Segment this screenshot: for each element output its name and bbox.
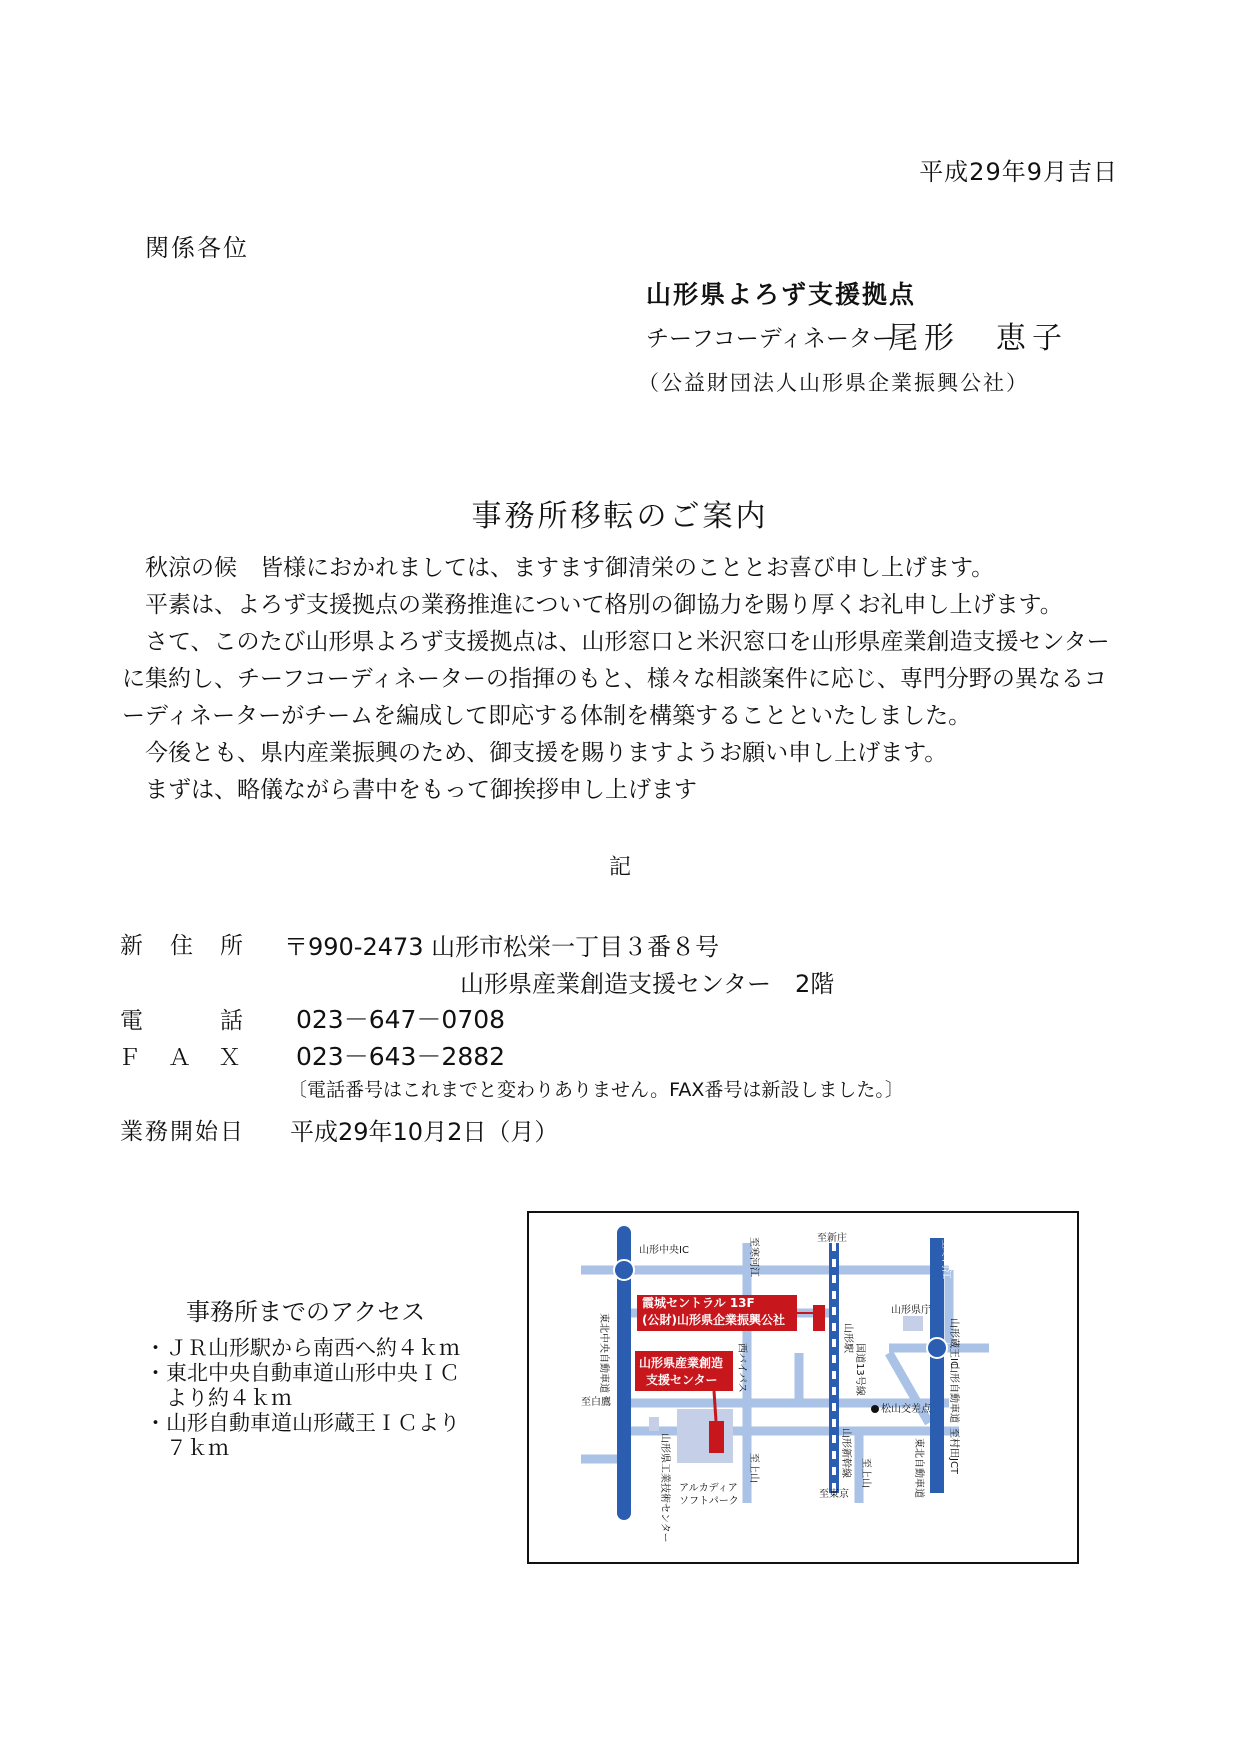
access-item: ７ｋｍ — [145, 1436, 229, 1460]
sender-title: チーフコーディネーター — [646, 326, 895, 352]
kogyo-center-block — [649, 1417, 659, 1431]
map-label: ソフトパーク — [679, 1496, 739, 1507]
access-map-svg — [529, 1213, 1077, 1562]
map-label: 松山交差点 — [881, 1404, 931, 1415]
map-label: 至寒河江 — [748, 1237, 759, 1277]
map-label: 山形自動車道 — [948, 1363, 959, 1423]
map-label: 山形中央IC — [639, 1245, 689, 1256]
matsuyama-marker — [871, 1405, 879, 1413]
map-label: 山形蔵王IC — [948, 1318, 959, 1368]
letter-body — [122, 550, 1122, 809]
map-label: 山形新幹線 — [840, 1428, 851, 1478]
phone-note: 〔電話番号はこれまでと変わりありません。FAX番号は新設しました。〕 — [288, 1079, 904, 1101]
sender-org: 山形県よろず支援拠点 — [646, 280, 917, 309]
map-label: 山形県産業創造 — [639, 1356, 724, 1370]
map-label: 山形県庁 — [891, 1305, 931, 1316]
fax-label: Ｆ Ａ Ｘ — [118, 1045, 243, 1071]
page-title: 事務所移転のご案内 — [471, 499, 769, 534]
map-label: 山形県工業技術センター — [659, 1433, 670, 1543]
map-label: アルカディア — [679, 1483, 738, 1494]
access-item: より約４ｋｍ — [145, 1386, 292, 1410]
access-title: 事務所までのアクセス — [186, 1298, 426, 1326]
body-paragraph: 秋涼の候 皆様におかれましては、ますます御清栄のこととお喜び申し上げます。 — [122, 555, 995, 581]
address-line2: 山形県産業創造支援センター 2階 — [460, 970, 835, 998]
kasumijo-building — [813, 1305, 825, 1331]
fax-number: 023－643－2882 — [296, 1042, 506, 1071]
softpark-block — [677, 1409, 733, 1463]
tel-number: 023－647－0708 — [296, 1005, 506, 1034]
map-label: 至上山 — [860, 1458, 871, 1488]
body-paragraph: 平素は、よろず支援拠点の業務推進について格別の御協力を賜り厚くお礼申し上げます。 — [122, 592, 1063, 618]
map-label: 霞城セントラル 13F — [642, 1296, 755, 1310]
start-date: 平成29年10月2日（月） — [290, 1118, 559, 1146]
map-label: 西バイパス — [736, 1343, 747, 1393]
tel-label: 電 話 — [120, 1008, 245, 1034]
map-label: 支援センター — [646, 1373, 718, 1387]
document-date: 平成29年9月吉日 — [919, 158, 1118, 186]
recipient: 関係各位 — [145, 234, 249, 262]
map-label: 至白鷹 — [581, 1397, 611, 1408]
note-mark: 記 — [608, 855, 631, 880]
access-map — [527, 1211, 1079, 1564]
access-list — [145, 1336, 460, 1461]
prefecture-office-block — [903, 1316, 923, 1331]
body-paragraph: 今後とも、県内産業振興のため、御支援を賜りますようお願い申し上げます。 — [122, 740, 948, 766]
body-paragraph: まずは、略儀ながら書中をもって御挨拶申し上げます — [122, 777, 697, 803]
map-label: 至村田JCT — [948, 1428, 959, 1475]
sender-name: 尾形 恵子 — [888, 321, 1068, 356]
sender-company: （公益財団法人山形県企業振興公社） — [638, 371, 1029, 395]
address-label: 新 住 所 — [120, 933, 245, 959]
chuo-ic-marker — [614, 1260, 634, 1280]
address-line1: 〒990-2473 山形市松栄一丁目３番８号 — [284, 933, 720, 961]
access-item: ・ＪＲ山形駅から南西へ約４ｋｍ — [145, 1336, 460, 1360]
map-label: (公財)山形県企業振興公社 — [642, 1313, 785, 1327]
center-building — [709, 1421, 724, 1453]
zao-ic-marker — [927, 1338, 947, 1358]
map-label: 東北自動車道 — [913, 1438, 924, 1498]
access-item: ・山形自動車道山形蔵王ＩＣより — [145, 1411, 460, 1435]
callout-arrow — [714, 1391, 716, 1421]
map-label: 至新庄 — [817, 1233, 847, 1244]
start-label: 業務開始日 — [120, 1119, 245, 1145]
map-label: 東北中央自動車道 — [598, 1313, 609, 1393]
body-paragraph: さて、このたび山形県よろず支援拠点は、山形窓口と米沢窓口を山形県産業創造支援センターに集約し、チーフコーディネーターの指揮のもと、様々な相談案件に応じ、専門分野の異なるコーディネーターがチームを編成して即応する体制を構築することといたしました。 — [122, 629, 1110, 729]
map-label: 至寒河江 — [940, 1239, 951, 1279]
map-label: 国道13号線 — [854, 1343, 865, 1396]
map-label: 至上山 — [748, 1453, 759, 1483]
map-label: 山形駅 — [842, 1323, 853, 1353]
map-label: 至東京 — [819, 1489, 849, 1500]
access-item: ・東北中央自動車道山形中央ＩＣ — [145, 1361, 460, 1385]
